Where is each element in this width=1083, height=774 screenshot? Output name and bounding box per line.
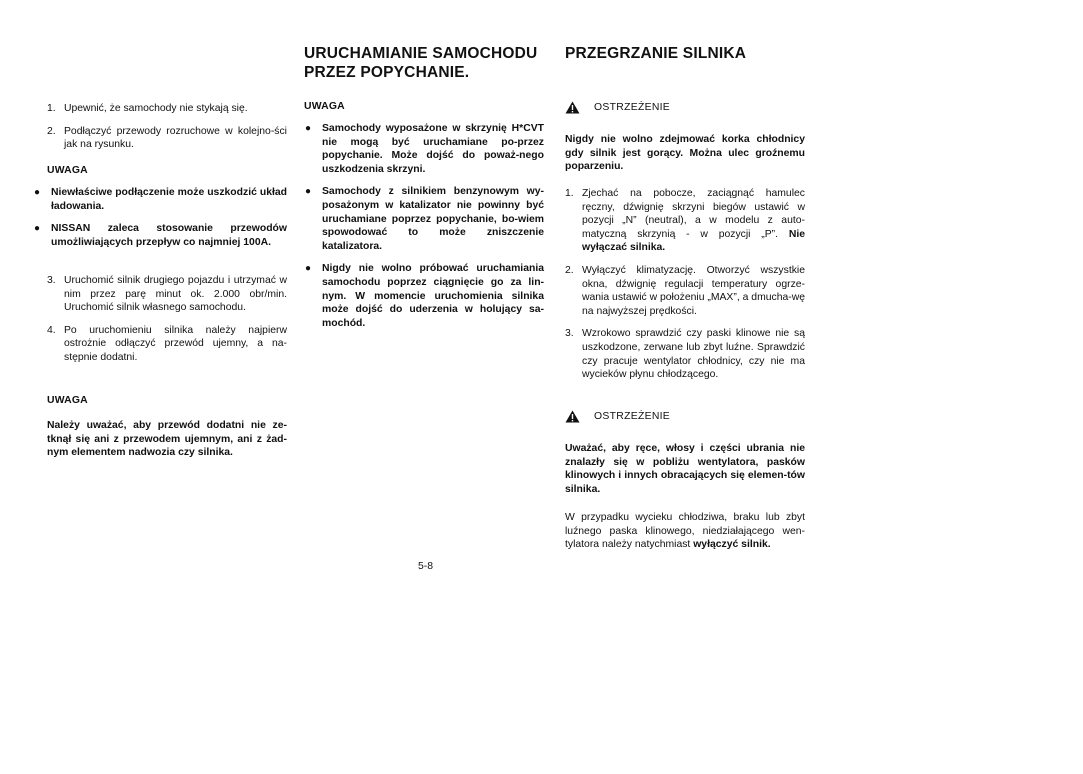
step-text: Uruchomić silnik drugiego pojazdu i utrzymać w nim przez parę minut ok. 2.000 obr/min. Uruchomić silnik własnego samochodu. bbox=[64, 275, 287, 314]
final-emphasis: wyłączyć silnik. bbox=[693, 539, 771, 551]
page-number: 5-8 bbox=[418, 561, 434, 572]
warning-triangle-icon bbox=[565, 101, 580, 114]
middle-bullets bbox=[304, 122, 544, 330]
step-text: Zjechać na pobocze, zaciągnąć hamulec ręczny, dźwignię skrzyni biegów ustawić w pozycji „N” (neutral), a w modelu z auto-matyczną skrzynią - w pozycji „P”. bbox=[582, 188, 805, 240]
step-text: Wyłączyć klimatyzację. Otworzyć wszystkie okna, dźwignię regulacji temperatury ogrze-wania ustawić w położeniu „MAX”, a dmucha-wę na najwyższej prędkości. bbox=[582, 264, 805, 317]
warning-text-1: Nigdy nie wolno zdejmować korka chłodnicy gdy silnik jest gorący. Można ulec groźnemu poparzeniu. bbox=[565, 134, 805, 173]
list-item bbox=[33, 222, 287, 249]
final-text: W przypadku wycieku chłodziwa, braku lub zbyt luźnego paska klinowego, niedziałającego wen-tylatora należy natychmiast bbox=[565, 512, 805, 551]
bullet-text: Nigdy nie wolno próbować uruchamiania samochodu poprzez ciągnięcie go za lin-nym. W momencie uruchomienia silnika może dojść do uderzenia w holujący sa-mochód. bbox=[322, 263, 544, 329]
bullet-text: Samochody wyposażone w skrzynię H*CVT nie mogą być uruchamiane po-przez popychanie. Może dojść do poważ-nego uszkodzenia skrzyni. bbox=[322, 123, 544, 175]
step-number: 4. bbox=[47, 324, 56, 336]
bullet-icon: ● bbox=[34, 223, 41, 235]
bullet-text: NISSAN zaleca stosowanie przewodów umożliwiających przepływ co najmniej 100A. bbox=[51, 223, 287, 248]
warning-header-2 bbox=[565, 410, 670, 423]
list-item bbox=[47, 324, 287, 365]
left-bullets bbox=[33, 186, 287, 249]
left-note: Należy uważać, aby przewód dodatni nie ze-tknął się ani z przewodem ujemnym, ani z żad-nym elementem nadwozia czy silnika. bbox=[47, 420, 287, 459]
overheating-title: PRZEGRZANIE SILNIKA bbox=[565, 45, 747, 62]
list-item bbox=[565, 264, 805, 318]
list-item bbox=[565, 327, 805, 381]
left-steps-a bbox=[47, 102, 287, 152]
right-steps bbox=[565, 187, 805, 382]
bullet-icon: ● bbox=[305, 123, 312, 134]
step-number: 2. bbox=[47, 125, 56, 137]
list-item bbox=[304, 185, 544, 253]
warning-label: OSTRZEŻENIE bbox=[594, 102, 671, 113]
step-number: 1. bbox=[47, 103, 56, 114]
bullet-text: Samochody z silnikiem benzynowym wy-posażonym w katalizator nie powinny być uruchamiane poprzez popychanie, bo-wiem spowodować to może zniszczenie katalizatora. bbox=[322, 186, 544, 252]
step-number: 3. bbox=[47, 275, 56, 286]
list-item bbox=[33, 186, 287, 213]
step-number: 3. bbox=[565, 328, 574, 340]
uwaga-label: UWAGA bbox=[47, 165, 88, 176]
list-item bbox=[304, 262, 544, 330]
warning-label: OSTRZEŻENIE bbox=[594, 411, 671, 422]
bullet-icon: ● bbox=[305, 263, 312, 275]
step-text: Wzrokowo sprawdzić czy paski klinowe nie są uszkodzone, zerwane lub zbyt luźne. Sprawdzić czy pracuje wentylator chłodnicy, czy nie ma wycieków płynu chłodzącego. bbox=[582, 328, 805, 381]
uwaga-label-2: UWAGA bbox=[47, 395, 88, 406]
bullet-icon: ● bbox=[34, 187, 41, 198]
step-number: 2. bbox=[565, 264, 574, 276]
list-item bbox=[47, 102, 287, 116]
list-item bbox=[47, 125, 287, 152]
final-paragraph bbox=[565, 511, 805, 552]
bullet-icon: ● bbox=[305, 186, 312, 198]
list-item bbox=[565, 187, 805, 255]
uwaga-label-3: UWAGA bbox=[304, 101, 345, 112]
step-number: 1. bbox=[565, 188, 574, 199]
list-item bbox=[304, 122, 544, 176]
warning-text-2: Uważać, aby ręce, włosy i części ubrania nie znalazły się w pobliżu wentylatora, pasków klinowych i innych obracających się elemen-tów silnika. bbox=[565, 443, 805, 495]
warning-header-1 bbox=[565, 101, 670, 114]
list-item bbox=[47, 274, 287, 315]
step-emphasis: Nie wyłączać silnika. bbox=[582, 228, 806, 254]
step-text-wrap bbox=[582, 187, 805, 255]
step-text: Upewnić, że samochody nie stykają się. bbox=[64, 103, 248, 114]
step-text: Podłączyć przewody rozruchowe w kolejno-ści jak na rysunku. bbox=[64, 125, 287, 151]
push-start-title: URUCHAMIANIE SAMOCHODU PRZEZ POPYCHANIE. bbox=[304, 45, 538, 81]
bullet-text: Niewłaściwe podłączenie może uszkodzić układ ładowania. bbox=[51, 187, 287, 212]
warning-triangle-icon bbox=[565, 410, 580, 423]
step-text: Po uruchomieniu silnika należy najpierw ostrożnie odłączyć przewód ujemny, a na-stępnie dodatni. bbox=[64, 324, 287, 363]
left-steps-b bbox=[47, 274, 287, 365]
